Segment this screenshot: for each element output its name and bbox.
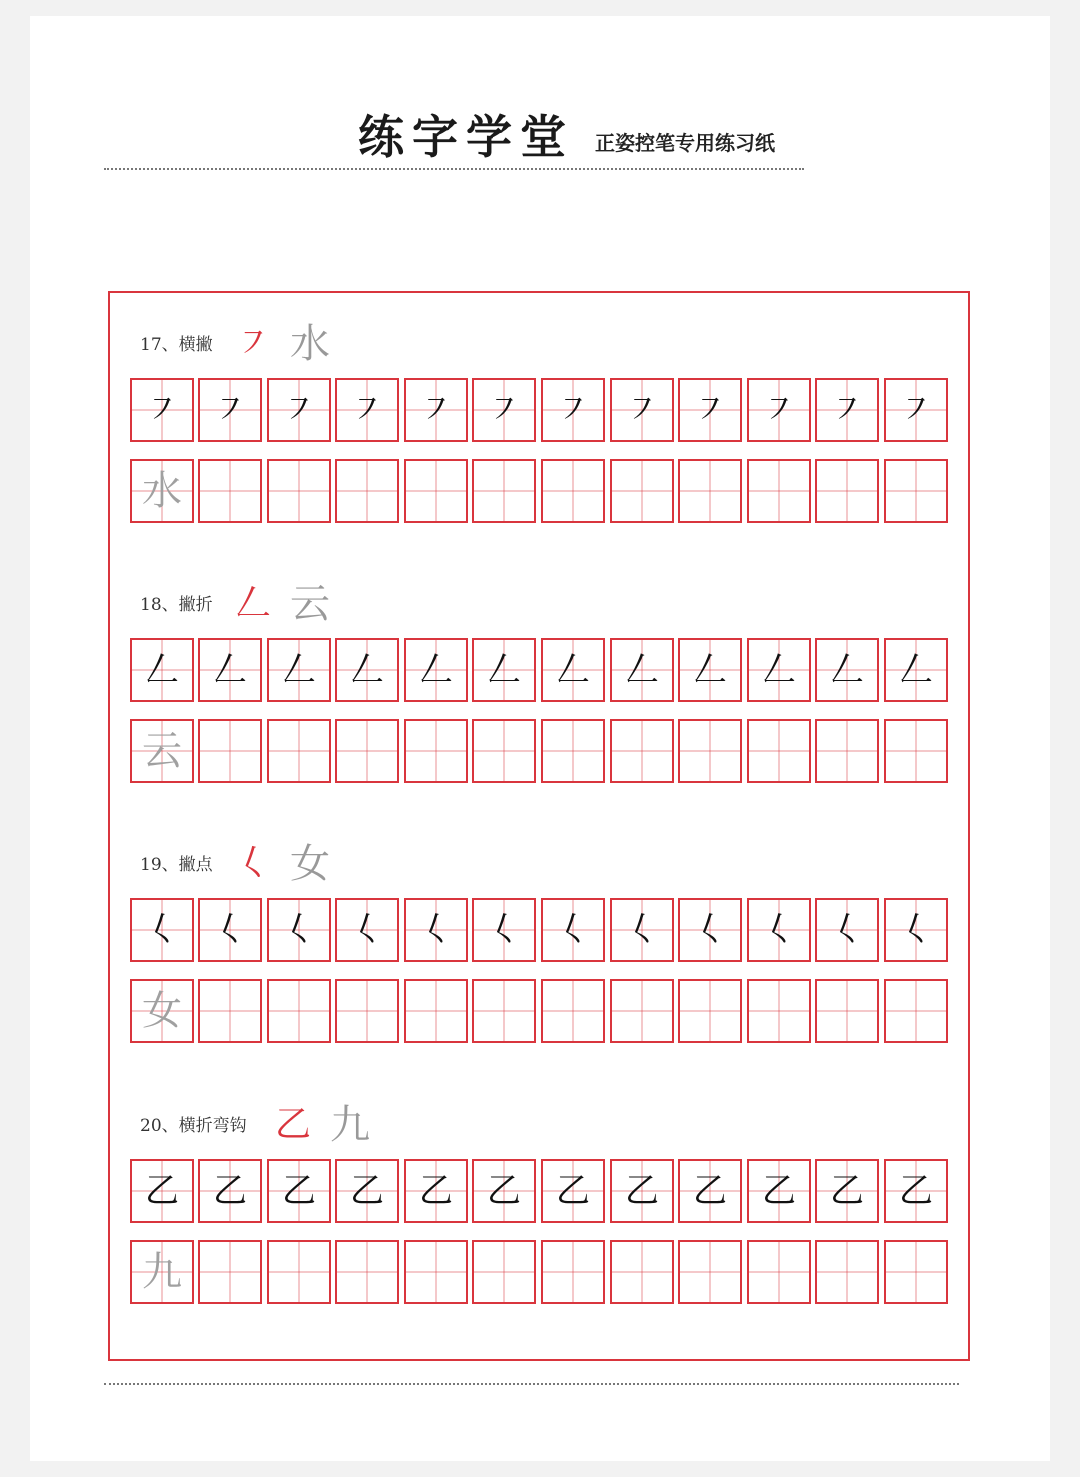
- grid-cell[interactable]: [815, 459, 879, 523]
- grid-cell[interactable]: [267, 378, 331, 442]
- stroke-glyph: ㇇: [830, 390, 864, 430]
- grid-cell[interactable]: [335, 979, 399, 1043]
- grid-cell[interactable]: [610, 1159, 674, 1223]
- stroke-glyph: 𠃋: [693, 650, 727, 690]
- trace-character: 云: [142, 728, 182, 774]
- grid-cell[interactable]: [884, 1159, 948, 1223]
- stroke-glyph: 乙: [213, 1171, 247, 1211]
- section-label: 17、横撇: [140, 335, 213, 355]
- grid-cell[interactable]: [747, 638, 811, 702]
- grid-cell[interactable]: [267, 1159, 331, 1223]
- grid-cell[interactable]: [404, 638, 468, 702]
- stroke-glyph: ㇇: [350, 390, 384, 430]
- grid-cell[interactable]: [130, 1159, 194, 1223]
- stroke-practice-row: [130, 378, 948, 442]
- grid-cell[interactable]: [678, 459, 742, 523]
- grid-cell[interactable]: [747, 378, 811, 442]
- stroke-glyph: 𡿨: [830, 910, 864, 950]
- grid-cell[interactable]: [472, 1240, 536, 1304]
- stroke-glyph: 𡿨: [419, 910, 453, 950]
- grid-cell[interactable]: [747, 1159, 811, 1223]
- sample-character: 水: [290, 321, 330, 367]
- grid-cell[interactable]: [678, 719, 742, 783]
- grid-cell[interactable]: [541, 898, 605, 962]
- grid-cell[interactable]: [747, 898, 811, 962]
- grid-cell[interactable]: [747, 1240, 811, 1304]
- stroke-glyph: 𠃋: [830, 650, 864, 690]
- grid-cell[interactable]: [541, 638, 605, 702]
- grid-cell[interactable]: [884, 459, 948, 523]
- grid-cell[interactable]: [404, 979, 468, 1043]
- stroke-glyph: 𠃋: [487, 650, 521, 690]
- character-practice-row: [130, 979, 948, 1043]
- trace-cell[interactable]: [130, 459, 194, 523]
- stroke-practice-row: [130, 638, 948, 702]
- stroke-glyph: 𠃋: [762, 650, 796, 690]
- stroke-glyph: 𡿨: [282, 910, 316, 950]
- grid-cell[interactable]: [472, 719, 536, 783]
- stroke-glyph: 𡿨: [762, 910, 796, 950]
- grid-cell[interactable]: [335, 719, 399, 783]
- grid-cell[interactable]: [815, 898, 879, 962]
- stroke-glyph: 乙: [899, 1171, 933, 1211]
- stroke-glyph: 𠃋: [556, 650, 590, 690]
- stroke-glyph: 𡿨: [625, 910, 659, 950]
- grid-cell[interactable]: [198, 1159, 262, 1223]
- stroke-glyph: ㇇: [762, 390, 796, 430]
- page-title: 练字学堂: [358, 110, 574, 164]
- stroke-practice-row: [130, 1159, 948, 1223]
- stroke-glyph: ㇇: [625, 390, 659, 430]
- trace-cell[interactable]: [130, 719, 194, 783]
- stroke-glyph: 乙: [556, 1171, 590, 1211]
- footer-divider: [104, 1383, 959, 1385]
- grid-cell[interactable]: [610, 638, 674, 702]
- grid-cell[interactable]: [884, 719, 948, 783]
- stroke-glyph: ㇇: [899, 390, 933, 430]
- character-practice-row: [130, 459, 948, 523]
- grid-cell[interactable]: [198, 378, 262, 442]
- grid-cell[interactable]: [130, 898, 194, 962]
- grid-cell[interactable]: [541, 719, 605, 783]
- grid-cell[interactable]: [472, 1159, 536, 1223]
- grid-cell[interactable]: [335, 378, 399, 442]
- stroke-glyph: 乙: [762, 1171, 796, 1211]
- grid-cell[interactable]: [267, 638, 331, 702]
- grid-cell[interactable]: [815, 719, 879, 783]
- grid-cell[interactable]: [678, 378, 742, 442]
- grid-cell[interactable]: [335, 898, 399, 962]
- stroke-glyph: ㇇: [282, 390, 316, 430]
- grid-cell[interactable]: [404, 459, 468, 523]
- section-label: 19、撇点: [140, 855, 213, 875]
- stroke-glyph: ㇇: [145, 390, 179, 430]
- sample-character: 九: [330, 1102, 370, 1148]
- sample-stroke: 乙: [275, 1104, 312, 1145]
- stroke-glyph: 乙: [419, 1171, 453, 1211]
- grid-cell[interactable]: [815, 979, 879, 1043]
- grid-cell[interactable]: [198, 459, 262, 523]
- page-subtitle: 正姿控笔专用练习纸: [595, 131, 775, 155]
- grid-cell[interactable]: [335, 1159, 399, 1223]
- section-label: 20、横折弯钩: [140, 1116, 247, 1136]
- grid-cell[interactable]: [678, 1159, 742, 1223]
- grid-cell[interactable]: [335, 1240, 399, 1304]
- grid-cell[interactable]: [884, 638, 948, 702]
- sample-stroke: 𠃋: [235, 583, 272, 624]
- stroke-glyph: 乙: [693, 1171, 727, 1211]
- stroke-glyph: 𡿨: [693, 910, 727, 950]
- stroke-glyph: 𠃋: [419, 650, 453, 690]
- header-divider: [104, 168, 804, 170]
- trace-character: 水: [142, 468, 182, 514]
- grid-cell[interactable]: [267, 459, 331, 523]
- character-practice-row: [130, 719, 948, 783]
- grid-cell[interactable]: [678, 638, 742, 702]
- grid-cell[interactable]: [815, 378, 879, 442]
- sample-character: 云: [290, 581, 330, 627]
- stroke-glyph: 𡿨: [213, 910, 247, 950]
- stroke-glyph: 乙: [625, 1171, 659, 1211]
- character-practice-row: [130, 1240, 948, 1304]
- stroke-glyph: 𡿨: [487, 910, 521, 950]
- grid-cell[interactable]: [404, 1240, 468, 1304]
- stroke-practice-row: [130, 898, 948, 962]
- trace-character: 女: [142, 988, 182, 1034]
- grid-cell[interactable]: [198, 719, 262, 783]
- grid-cell[interactable]: [404, 378, 468, 442]
- grid-cell[interactable]: [884, 898, 948, 962]
- grid-cell[interactable]: [335, 459, 399, 523]
- grid-cell[interactable]: [198, 1240, 262, 1304]
- stroke-glyph: ㇇: [556, 390, 590, 430]
- sample-stroke: ㇇: [235, 323, 272, 364]
- sample-character: 女: [290, 841, 330, 887]
- stroke-glyph: ㇇: [213, 390, 247, 430]
- trace-cell[interactable]: [130, 1240, 194, 1304]
- grid-cell[interactable]: [610, 719, 674, 783]
- grid-cell[interactable]: [541, 1240, 605, 1304]
- grid-cell[interactable]: [815, 1240, 879, 1304]
- stroke-glyph: 𠃋: [282, 650, 316, 690]
- stroke-glyph: 乙: [145, 1171, 179, 1211]
- grid-cell[interactable]: [610, 459, 674, 523]
- grid-cell[interactable]: [815, 638, 879, 702]
- grid-cell[interactable]: [747, 979, 811, 1043]
- grid-cell[interactable]: [198, 979, 262, 1043]
- grid-cell[interactable]: [610, 378, 674, 442]
- grid-cell[interactable]: [472, 979, 536, 1043]
- stroke-glyph: ㇇: [693, 390, 727, 430]
- grid-cell[interactable]: [472, 378, 536, 442]
- grid-cell[interactable]: [267, 719, 331, 783]
- grid-cell[interactable]: [472, 459, 536, 523]
- grid-cell[interactable]: [404, 719, 468, 783]
- grid-cell[interactable]: [335, 638, 399, 702]
- stroke-glyph: 𠃋: [350, 650, 384, 690]
- section-label: 18、撇折: [140, 595, 213, 615]
- grid-cell[interactable]: [610, 1240, 674, 1304]
- grid-cell[interactable]: [541, 979, 605, 1043]
- grid-cell[interactable]: [884, 378, 948, 442]
- stroke-glyph: 乙: [487, 1171, 521, 1211]
- grid-cell[interactable]: [678, 1240, 742, 1304]
- stroke-glyph: 𠃋: [213, 650, 247, 690]
- stroke-glyph: 乙: [282, 1171, 316, 1211]
- stroke-glyph: 𡿨: [556, 910, 590, 950]
- grid-cell[interactable]: [678, 979, 742, 1043]
- grid-cell[interactable]: [267, 1240, 331, 1304]
- stroke-glyph: 𠃋: [625, 650, 659, 690]
- grid-cell[interactable]: [130, 378, 194, 442]
- grid-cell[interactable]: [198, 898, 262, 962]
- grid-cell[interactable]: [541, 378, 605, 442]
- grid-cell[interactable]: [610, 898, 674, 962]
- grid-cell[interactable]: [404, 1159, 468, 1223]
- grid-cell[interactable]: [267, 898, 331, 962]
- grid-cell[interactable]: [815, 1159, 879, 1223]
- stroke-glyph: ㇇: [487, 390, 521, 430]
- sample-stroke: 𡿨: [235, 843, 272, 884]
- stroke-glyph: 𠃋: [145, 650, 179, 690]
- stroke-glyph: 乙: [830, 1171, 864, 1211]
- grid-cell[interactable]: [198, 638, 262, 702]
- grid-cell[interactable]: [404, 898, 468, 962]
- grid-cell[interactable]: [472, 638, 536, 702]
- stroke-glyph: ㇇: [419, 390, 453, 430]
- trace-character: 九: [142, 1249, 182, 1295]
- grid-cell[interactable]: [541, 459, 605, 523]
- stroke-glyph: 乙: [350, 1171, 384, 1211]
- grid-cell[interactable]: [267, 979, 331, 1043]
- stroke-glyph: 𠃋: [899, 650, 933, 690]
- grid-cell[interactable]: [678, 898, 742, 962]
- grid-cell[interactable]: [884, 979, 948, 1043]
- trace-cell[interactable]: [130, 979, 194, 1043]
- stroke-glyph: 𡿨: [350, 910, 384, 950]
- grid-cell[interactable]: [130, 638, 194, 702]
- grid-cell[interactable]: [884, 1240, 948, 1304]
- grid-cell[interactable]: [541, 1159, 605, 1223]
- grid-cell[interactable]: [472, 898, 536, 962]
- stroke-glyph: 𡿨: [899, 910, 933, 950]
- grid-cell[interactable]: [610, 979, 674, 1043]
- grid-cell[interactable]: [747, 459, 811, 523]
- stroke-glyph: 𡿨: [145, 910, 179, 950]
- grid-cell[interactable]: [747, 719, 811, 783]
